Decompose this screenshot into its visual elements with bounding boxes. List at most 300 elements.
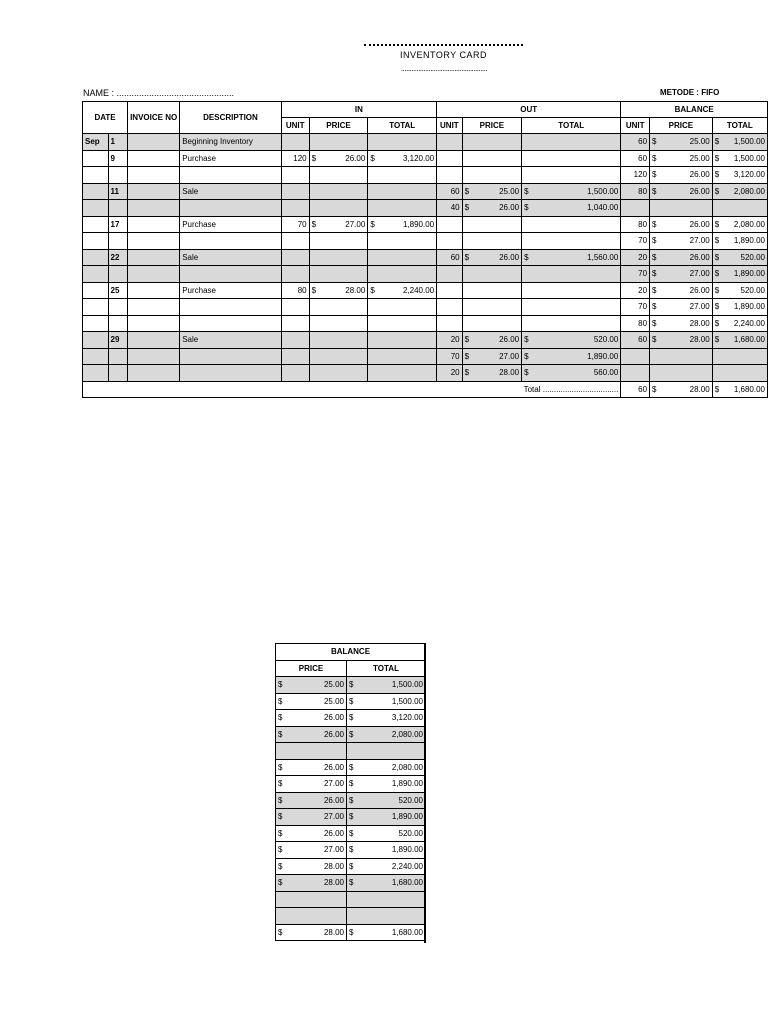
table-row bbox=[83, 315, 768, 332]
currency-symbol: $ bbox=[524, 203, 529, 213]
in-price-cell bbox=[309, 200, 368, 217]
out-price-cell-value: 26.00 bbox=[499, 252, 520, 262]
cont-total-cell bbox=[347, 743, 426, 760]
currency-symbol: $ bbox=[370, 285, 375, 295]
cont-price-cell bbox=[276, 825, 347, 842]
table-row bbox=[83, 200, 768, 217]
cont-row bbox=[276, 759, 426, 776]
balance-unit-cell bbox=[621, 200, 650, 217]
currency-symbol: $ bbox=[370, 153, 375, 163]
currency-symbol: $ bbox=[349, 762, 354, 772]
card-subtitle-dots: .................................................. bbox=[400, 64, 488, 73]
in-price-cell-value: 27.00 bbox=[345, 219, 366, 229]
out-total-cell-value: 1,500.00 bbox=[587, 186, 619, 196]
balance-total-cell bbox=[712, 150, 767, 167]
in-unit-cell bbox=[281, 365, 309, 382]
cont-total-value-value: 1,680.00 bbox=[391, 927, 423, 937]
in-unit-cell bbox=[281, 183, 309, 200]
out-price-cell bbox=[462, 365, 521, 382]
in-price-cell bbox=[309, 233, 368, 250]
description-cell: Sale bbox=[180, 249, 282, 266]
cont-total-cell bbox=[347, 875, 426, 892]
balance-price-cell-value: 27.00 bbox=[689, 269, 710, 279]
col-date: DATE bbox=[83, 102, 128, 134]
out-unit-cell bbox=[437, 266, 463, 283]
description-cell bbox=[180, 348, 282, 365]
currency-symbol: $ bbox=[652, 170, 657, 180]
day-cell bbox=[108, 266, 128, 283]
out-price-cell bbox=[462, 216, 521, 233]
out-unit-cell bbox=[437, 315, 463, 332]
col-balance: BALANCE bbox=[621, 102, 768, 118]
out-total-cell bbox=[522, 200, 621, 217]
currency-symbol: $ bbox=[278, 680, 283, 690]
inventory-table bbox=[82, 101, 768, 398]
balance-price-cell-value: 27.00 bbox=[689, 302, 710, 312]
description-cell bbox=[180, 365, 282, 382]
currency-symbol: $ bbox=[652, 219, 657, 229]
cont-total-price-value: 28.00 bbox=[323, 927, 344, 937]
currency-symbol: $ bbox=[370, 219, 375, 229]
balance-price-cell-value: 28.00 bbox=[689, 335, 710, 345]
balance-total-cell bbox=[712, 315, 767, 332]
cont-total-row bbox=[276, 924, 426, 941]
in-total-cell bbox=[368, 282, 437, 299]
in-price-cell-value: 28.00 bbox=[345, 285, 366, 295]
col-total: TOTAL bbox=[368, 118, 437, 134]
cont-total-cell-value: 2,080.00 bbox=[391, 762, 423, 772]
in-unit-cell: 120 bbox=[281, 150, 309, 167]
col-price: PRICE bbox=[309, 118, 368, 134]
out-unit-cell: 20 bbox=[437, 365, 463, 382]
currency-symbol: $ bbox=[349, 779, 354, 789]
cont-price-cell-value: 26.00 bbox=[323, 713, 344, 723]
table-row bbox=[83, 183, 768, 200]
currency-symbol: $ bbox=[714, 318, 720, 328]
cont-row bbox=[276, 743, 426, 760]
cont-price-cell bbox=[276, 792, 347, 809]
cont-total-cell bbox=[347, 809, 426, 826]
in-total-cell bbox=[368, 315, 437, 332]
out-price-cell bbox=[462, 134, 521, 151]
balance-total-cell bbox=[712, 348, 767, 365]
currency-symbol: $ bbox=[524, 351, 529, 361]
cont-price-cell-value: 25.00 bbox=[323, 696, 344, 706]
month-cell bbox=[83, 216, 109, 233]
in-price-cell bbox=[309, 332, 368, 349]
month-cell bbox=[83, 150, 109, 167]
in-price-cell bbox=[309, 183, 368, 200]
balance-price-cell-value: 26.00 bbox=[689, 252, 710, 262]
table-row bbox=[83, 332, 768, 349]
cont-total-cell-value: 1,890.00 bbox=[391, 845, 423, 855]
currency-symbol: $ bbox=[311, 153, 317, 163]
currency-symbol: $ bbox=[278, 828, 283, 838]
day-cell bbox=[108, 315, 128, 332]
currency-symbol: $ bbox=[278, 713, 283, 723]
out-unit-cell: 40 bbox=[437, 200, 463, 217]
total-price bbox=[650, 381, 713, 398]
out-unit-cell bbox=[437, 216, 463, 233]
cont-total-cell-value: 3,120.00 bbox=[391, 713, 423, 723]
balance-price-cell bbox=[650, 134, 713, 151]
currency-symbol: $ bbox=[652, 318, 657, 328]
out-total-cell-value: 520.00 bbox=[593, 335, 619, 345]
out-total-cell bbox=[522, 216, 621, 233]
table-row bbox=[83, 134, 768, 151]
out-price-cell bbox=[462, 266, 521, 283]
in-unit-cell bbox=[281, 348, 309, 365]
in-total-cell-value: 3,120.00 bbox=[402, 153, 435, 163]
cont-price-cell-value: 28.00 bbox=[323, 878, 344, 888]
cont-price-cell bbox=[276, 809, 347, 826]
out-price-cell bbox=[462, 233, 521, 250]
out-price-cell bbox=[462, 249, 521, 266]
out-unit-cell bbox=[437, 282, 463, 299]
out-total-cell bbox=[522, 150, 621, 167]
day-cell bbox=[108, 233, 128, 250]
currency-symbol: $ bbox=[464, 252, 470, 262]
currency-symbol: $ bbox=[714, 170, 720, 180]
balance-unit-cell: 70 bbox=[621, 266, 650, 283]
balance-total-cell-value: 2,240.00 bbox=[733, 318, 765, 328]
cont-price-cell-value: 27.00 bbox=[323, 845, 344, 855]
out-total-cell-value: 1,040.00 bbox=[587, 203, 619, 213]
day-cell bbox=[108, 299, 128, 316]
invoice-cell bbox=[128, 167, 180, 184]
balance-price-cell bbox=[650, 315, 713, 332]
month-cell bbox=[83, 200, 109, 217]
out-price-cell bbox=[462, 315, 521, 332]
cont-total-cell bbox=[347, 677, 426, 694]
in-unit-cell bbox=[281, 266, 309, 283]
cont-price-cell bbox=[276, 776, 347, 793]
balance-total-cell bbox=[712, 249, 767, 266]
total-price-value: 28.00 bbox=[689, 384, 710, 394]
day-cell: 1 bbox=[108, 134, 128, 151]
in-unit-cell: 80 bbox=[281, 282, 309, 299]
description-cell: Beginning Inventory bbox=[180, 134, 282, 151]
in-price-cell bbox=[309, 315, 368, 332]
invoice-cell bbox=[128, 249, 180, 266]
out-price-cell bbox=[462, 332, 521, 349]
currency-symbol: $ bbox=[349, 845, 354, 855]
balance-price-cell bbox=[650, 249, 713, 266]
balance-total-cell bbox=[712, 332, 767, 349]
currency-symbol: $ bbox=[652, 252, 657, 262]
currency-symbol: $ bbox=[652, 186, 657, 196]
cont-total-cell-value: 520.00 bbox=[398, 795, 423, 805]
out-total-cell bbox=[522, 266, 621, 283]
balance-total-cell bbox=[712, 299, 767, 316]
balance-price-cell bbox=[650, 200, 713, 217]
balance-total-cell-value: 1,500.00 bbox=[733, 153, 765, 163]
currency-symbol: $ bbox=[278, 927, 283, 937]
cont-row bbox=[276, 677, 426, 694]
table-row bbox=[83, 167, 768, 184]
day-cell: 25 bbox=[108, 282, 128, 299]
cont-total-cell bbox=[347, 776, 426, 793]
cont-price-cell-value: 28.00 bbox=[323, 861, 344, 871]
out-total-cell bbox=[522, 249, 621, 266]
currency-symbol: $ bbox=[349, 795, 354, 805]
in-price-cell bbox=[309, 348, 368, 365]
balance-price-cell bbox=[650, 233, 713, 250]
currency-symbol: $ bbox=[278, 861, 283, 871]
currency-symbol: $ bbox=[278, 812, 283, 822]
in-unit-cell bbox=[281, 233, 309, 250]
in-unit-cell bbox=[281, 167, 309, 184]
cont-total-cell bbox=[347, 891, 426, 908]
currency-symbol: $ bbox=[652, 302, 657, 312]
inventory-table-continuation bbox=[278, 643, 426, 943]
card-title: INVENTORY CARD bbox=[399, 50, 488, 60]
balance-unit-cell: 70 bbox=[621, 299, 650, 316]
invoice-cell bbox=[128, 282, 180, 299]
total-unit: 60 bbox=[621, 381, 650, 398]
balance-total-cell bbox=[712, 216, 767, 233]
invoice-cell bbox=[128, 365, 180, 382]
month-cell bbox=[83, 167, 109, 184]
cont-price-cell-value: 25.00 bbox=[323, 680, 344, 690]
cont-total-cell-value: 520.00 bbox=[398, 828, 423, 838]
col-price: PRICE bbox=[462, 118, 521, 134]
cont-total-cell bbox=[347, 710, 426, 727]
currency-symbol: $ bbox=[714, 236, 720, 246]
description-cell bbox=[180, 233, 282, 250]
out-total-cell bbox=[522, 348, 621, 365]
balance-total-cell-value: 1,890.00 bbox=[733, 236, 765, 246]
cont-total-cell-value: 1,890.00 bbox=[391, 779, 423, 789]
header-row bbox=[83, 102, 768, 118]
day-cell: 22 bbox=[108, 249, 128, 266]
out-unit-cell bbox=[437, 150, 463, 167]
day-cell: 11 bbox=[108, 183, 128, 200]
out-price-cell bbox=[462, 200, 521, 217]
balance-total-cell bbox=[712, 266, 767, 283]
currency-symbol: $ bbox=[349, 680, 354, 690]
cont-price-cell bbox=[276, 858, 347, 875]
day-cell: 29 bbox=[108, 332, 128, 349]
in-total-cell bbox=[368, 332, 437, 349]
invoice-cell bbox=[128, 134, 180, 151]
balance-price-cell-value: 26.00 bbox=[689, 285, 710, 295]
balance-total-cell-value: 2,080.00 bbox=[733, 219, 765, 229]
in-total-cell-value: 1,890.00 bbox=[402, 219, 435, 229]
in-total-cell bbox=[368, 167, 437, 184]
col-unit: UNIT bbox=[437, 118, 463, 134]
invoice-cell bbox=[128, 216, 180, 233]
currency-symbol: $ bbox=[464, 203, 470, 213]
in-total-cell bbox=[368, 299, 437, 316]
month-cell bbox=[83, 348, 109, 365]
table-row bbox=[83, 249, 768, 266]
currency-symbol: $ bbox=[714, 285, 720, 295]
balance-price-cell bbox=[650, 282, 713, 299]
day-cell bbox=[108, 167, 128, 184]
currency-symbol: $ bbox=[524, 335, 529, 345]
table-row bbox=[83, 365, 768, 382]
in-price-cell bbox=[309, 216, 368, 233]
description-cell bbox=[180, 200, 282, 217]
cont-col-price: PRICE bbox=[276, 660, 347, 677]
balance-unit-cell: 80 bbox=[621, 216, 650, 233]
cont-price-cell bbox=[276, 710, 347, 727]
cont-price-cell bbox=[276, 726, 347, 743]
description-cell bbox=[180, 299, 282, 316]
in-unit-cell bbox=[281, 299, 309, 316]
out-price-cell-value: 26.00 bbox=[499, 203, 520, 213]
col-invoice: INVOICE NO bbox=[128, 102, 180, 134]
table-row bbox=[83, 348, 768, 365]
col-unit: UNIT bbox=[621, 118, 650, 134]
month-cell bbox=[83, 249, 109, 266]
balance-unit-cell bbox=[621, 365, 650, 382]
out-price-cell-value: 27.00 bbox=[499, 351, 520, 361]
out-total-cell bbox=[522, 282, 621, 299]
cont-total-cell-value: 1,500.00 bbox=[391, 696, 423, 706]
balance-price-cell bbox=[650, 266, 713, 283]
currency-symbol: $ bbox=[278, 795, 283, 805]
currency-symbol: $ bbox=[349, 828, 354, 838]
day-cell bbox=[108, 365, 128, 382]
out-unit-cell bbox=[437, 233, 463, 250]
out-total-cell-value: 1,890.00 bbox=[587, 351, 619, 361]
col-unit: UNIT bbox=[281, 118, 309, 134]
cont-col-total: TOTAL bbox=[347, 660, 426, 677]
description-cell bbox=[180, 167, 282, 184]
currency-symbol: $ bbox=[278, 696, 283, 706]
in-price-cell bbox=[309, 167, 368, 184]
description-cell: Purchase bbox=[180, 282, 282, 299]
balance-price-cell-value: 28.00 bbox=[689, 318, 710, 328]
out-unit-cell bbox=[437, 134, 463, 151]
out-unit-cell bbox=[437, 167, 463, 184]
out-total-cell bbox=[522, 299, 621, 316]
cont-row bbox=[276, 693, 426, 710]
total-row bbox=[83, 381, 768, 398]
balance-total-cell bbox=[712, 233, 767, 250]
header-dotted-rule bbox=[364, 44, 523, 46]
inventory-table-page bbox=[82, 101, 768, 401]
currency-symbol: $ bbox=[349, 713, 354, 723]
in-price-cell bbox=[309, 150, 368, 167]
out-total-cell bbox=[522, 167, 621, 184]
in-total-cell bbox=[368, 216, 437, 233]
balance-price-cell-value: 27.00 bbox=[689, 236, 710, 246]
currency-symbol: $ bbox=[349, 927, 354, 937]
method-label: METODE : FIFO bbox=[660, 88, 720, 97]
balance-price-cell bbox=[650, 216, 713, 233]
balance-total-cell-value: 1,500.00 bbox=[733, 137, 765, 147]
balance-price-cell bbox=[650, 365, 713, 382]
currency-symbol: $ bbox=[464, 351, 470, 361]
description-cell: Purchase bbox=[180, 216, 282, 233]
table-row bbox=[83, 299, 768, 316]
cont-price-cell-value: 26.00 bbox=[323, 762, 344, 772]
in-total-cell bbox=[368, 134, 437, 151]
table-row bbox=[83, 216, 768, 233]
currency-symbol: $ bbox=[524, 252, 529, 262]
in-unit-cell bbox=[281, 332, 309, 349]
currency-symbol: $ bbox=[714, 153, 720, 163]
currency-symbol: $ bbox=[524, 186, 529, 196]
cont-total-cell-value: 2,080.00 bbox=[391, 729, 423, 739]
balance-price-cell bbox=[650, 299, 713, 316]
currency-symbol: $ bbox=[278, 878, 283, 888]
day-cell: 17 bbox=[108, 216, 128, 233]
table-row bbox=[83, 233, 768, 250]
cont-price-cell bbox=[276, 759, 347, 776]
description-cell bbox=[180, 315, 282, 332]
out-unit-cell: 70 bbox=[437, 348, 463, 365]
in-total-cell bbox=[368, 233, 437, 250]
total-label: Total .................................. bbox=[522, 381, 621, 398]
out-price-cell bbox=[462, 183, 521, 200]
currency-symbol: $ bbox=[652, 269, 657, 279]
month-cell bbox=[83, 233, 109, 250]
currency-symbol: $ bbox=[524, 368, 529, 378]
out-price-cell-value: 28.00 bbox=[499, 368, 520, 378]
out-total-cell bbox=[522, 233, 621, 250]
in-price-cell bbox=[309, 365, 368, 382]
currency-symbol: $ bbox=[714, 137, 720, 147]
currency-symbol: $ bbox=[714, 219, 720, 229]
currency-symbol: $ bbox=[278, 779, 283, 789]
cont-total-cell bbox=[347, 825, 426, 842]
cont-total-cell bbox=[347, 726, 426, 743]
cont-subheader-row bbox=[276, 660, 426, 677]
invoice-cell bbox=[128, 348, 180, 365]
currency-symbol: $ bbox=[652, 335, 657, 345]
month-cell bbox=[83, 332, 109, 349]
cont-row bbox=[276, 875, 426, 892]
in-total-cell bbox=[368, 365, 437, 382]
total-row-spacer bbox=[83, 381, 522, 398]
invoice-cell bbox=[128, 315, 180, 332]
in-unit-cell bbox=[281, 134, 309, 151]
balance-price-cell bbox=[650, 167, 713, 184]
cont-row bbox=[276, 809, 426, 826]
balance-price-cell-value: 26.00 bbox=[689, 186, 710, 196]
in-total-cell bbox=[368, 249, 437, 266]
currency-symbol: $ bbox=[278, 762, 283, 772]
currency-symbol: $ bbox=[464, 186, 470, 196]
invoice-cell bbox=[128, 233, 180, 250]
cont-price-cell bbox=[276, 875, 347, 892]
month-cell: Sep bbox=[83, 134, 109, 151]
out-total-cell-value: 560.00 bbox=[593, 368, 619, 378]
balance-unit-cell bbox=[621, 348, 650, 365]
in-price-cell bbox=[309, 249, 368, 266]
table-row bbox=[83, 282, 768, 299]
day-cell bbox=[108, 348, 128, 365]
out-price-cell-value: 25.00 bbox=[499, 186, 520, 196]
in-unit-cell: 70 bbox=[281, 216, 309, 233]
invoice-cell bbox=[128, 332, 180, 349]
invoice-cell bbox=[128, 266, 180, 283]
currency-symbol: $ bbox=[714, 384, 720, 394]
col-out: OUT bbox=[437, 102, 621, 118]
in-total-cell bbox=[368, 348, 437, 365]
cont-price-cell bbox=[276, 908, 347, 925]
currency-symbol: $ bbox=[652, 384, 657, 394]
currency-symbol: $ bbox=[278, 729, 283, 739]
out-total-cell bbox=[522, 134, 621, 151]
cont-row bbox=[276, 825, 426, 842]
cont-row bbox=[276, 792, 426, 809]
col-in: IN bbox=[281, 102, 436, 118]
